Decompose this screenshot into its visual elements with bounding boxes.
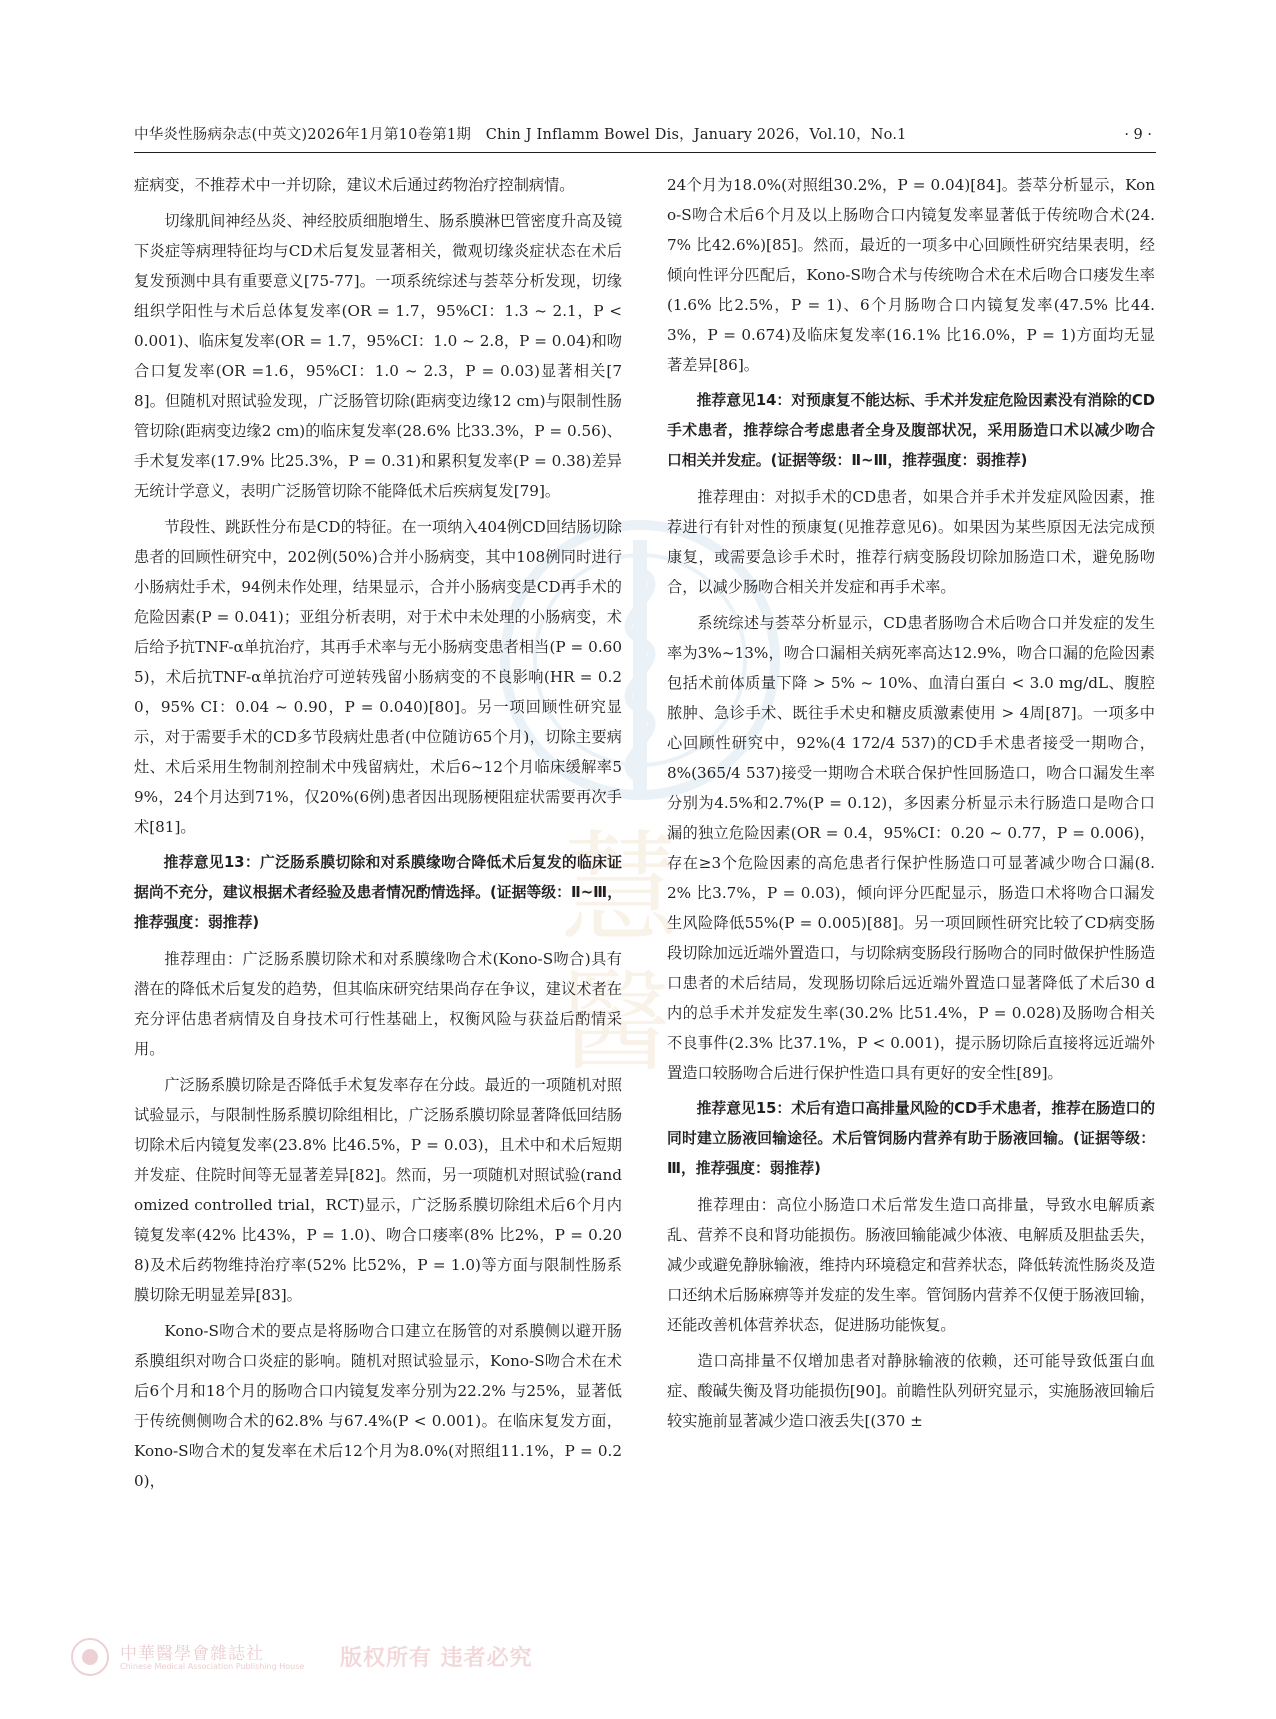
running-header [134,122,1156,148]
publisher-name-cn: 中華醫學會雜誌社 [120,1644,264,1664]
paragraph: 推荐理由：广泛肠系膜切除术和对系膜缘吻合术(Kono-S吻合)具有潜在的降低术后复发的趋势，但其临床研究结果尚存在争议，建议术者在充分评估患者病情及自身技术可行性基础上，权衡风险与获益后酌情采用。 [134,950,622,1058]
recommendation-13: 推荐意见13：广泛肠系膜切除和对系膜缘吻合降低术后复发的临床证据尚不充分，建议根据术者经验及患者情况酌情选择。(证据等级：Ⅱ~Ⅲ，推荐强度：弱推荐) [134,854,622,931]
paragraph: Kono-S吻合术的要点是将肠吻合口建立在肠管的对系膜侧以避开肠系膜组织对吻合口炎症的影响。随机对照试验显示，Kono-S吻合术在术后6个月和18个月的肠吻合口内镜复发率分别为22.2% 与25%，显著低于传统侧侧吻合术的62.8% 与67.4%(P < 0.001)。在临床复发方面，Kono-S吻合术的复发率在术后12个月为8.0%(对照组11.1%，P = 0.20)， [134,1322,622,1490]
paragraph: 推荐理由：对拟手术的CD患者，如果合并手术并发症风险因素，推荐进行有针对性的预康复(见推荐意见6)。如果因为某些原因无法完成预康复，或需要急诊手术时，推荐行病变肠段切除加肠造口术，避免肠吻合，以减少肠吻合相关并发症和再手术率。 [667,488,1155,596]
svg-text:醫: 醫 [560,958,670,1086]
header-rule [134,152,1156,153]
copyright-slogan: 版权所有 违者必究 [340,1646,533,1671]
publisher-logo [70,1637,590,1677]
seal-icon [70,1637,110,1677]
paragraph: 广泛肠系膜切除是否降低手术复发率存在分歧。最近的一项随机对照试验显示，与限制性肠系膜切除组相比，广泛肠系膜切除显著降低回结肠切除术后内镜复发率(23.8% 比46.5%，P = 0.03)，且术中和术后短期并发症、住院时间等无显著差异[82]。然而，另一项随机对照试验(randomized controlled trial，RCT)显示，广泛肠系膜切除组术后6个月内镜复发率(42% 比43%，P = 1.0)、吻合口瘘率(8% 比2%，P = 0.208)及术后药物维持治疗率(52% 比52%，P = 1.0)等方面与限制性肠系膜切除无明显差异[83]。 [134,1076,622,1304]
paragraph: 系统综述与荟萃分析显示，CD患者肠吻合术后吻合口并发症的发生率为3%~13%，吻合口漏相关病死率高达12.9%，吻合口漏的危险因素包括术前体质量下降 > 5% ~ 10%、血清白蛋白 < 3.0 mg/dL、腹腔脓肿、急诊手术、既往手术史和糖皮质激素使用 > 4周[87]。一项多中心回顾性研究中，92%(4 172/4 537)的CD手术患者接受一期吻合，8%(365/4 537)接受一期吻合术联合保护性回肠造口，吻合口漏发生率分别为4.5%和2.7%(P = 0.12)，多因素分析显示未行肠造口是吻合口漏的独立危险因素(OR = 0.4，95%CI：0.20 ~ 0.77，P = 0.006)，存在≥3个危险因素的高危患者行保护性肠造口可显著减少吻合口漏(8.2% 比3.7%，P = 0.03)，倾向评分匹配显示，肠造口术将吻合口漏发生风险降低55%(P = 0.005)[88]。另一项回顾性研究比较了CD病变肠段切除加远近端外置造口，与切除病变肠段行肠吻合的同时做保护性肠造口患者的术后结局，发现肠切除后远近端外置造口显著降低了术后30 d内的总手术并发症发生率(30.2% 比51.4%，P = 0.028)及肠吻合相关不良事件(2.3% 比37.1%，P < 0.001)，提示肠切除后直接将远近端外置造口较肠吻合后进行保护性造口具有更好的安全性[89]。 [667,614,1155,1082]
paragraph: 24个月为18.0%(对照组30.2%，P = 0.04)[84]。荟萃分析显示，Kono-S吻合术后6个月及以上肠吻合口内镜复发率显著低于传统吻合术(24.7% 比42.6%)[85]。然而，最近的一项多中心回顾性研究结果表明，经倾向性评分匹配后，Kono-S吻合术与传统吻合术在术后吻合口瘘发生率(1.6% 比2.5%，P = 1)、6个月肠吻合口内镜复发率(47.5% 比44.3%，P = 0.674)及临床复发率(16.1% 比16.0%，P = 1)方面均无显著差异[86]。 [667,176,1155,374]
paragraph: 推荐理由：高位小肠造口术后常发生造口高排量，导致水电解质紊乱、营养不良和肾功能损伤。肠液回输能减少体液、电解质及胆盐丢失，减少或避免静脉输液，维持内环境稳定和营养状态，降低转流性肠炎及造口还纳术后肠麻痹等并发症的发生率。管饲肠内营养不仅便于肠液回输，还能改善机体营养状态，促进肠功能恢复。 [667,1196,1155,1334]
recommendation-15: 推荐意见15：术后有造口高排量风险的CD手术患者，推荐在肠造口的同时建立肠液回输途径。术后管饲肠内营养有助于肠液回输。(证据等级：Ⅲ，推荐强度：弱推荐) [667,1100,1155,1177]
left-column [134,170,622,1502]
paragraph: 症病变，不推荐术中一并切除，建议术后通过药物治疗控制病情。 [134,176,575,194]
paragraph: 节段性、跳跃性分布是CD的特征。在一项纳入404例CD回结肠切除患者的回顾性研究中，202例(50%)合并小肠病变，其中108例同时进行小肠病灶手术，94例未作处理，结果显示，合并小肠病变是CD再手术的危险因素(P = 0.041)；亚组分析表明，对于术中未处理的小肠病变，术后给予抗TNF-α单抗治疗，其再手术率与无小肠病变患者相当(P = 0.605)，术后抗TNF-α单抗治疗可逆转残留小肠病变的不良影响(HR = 0.20，95% CI：0.04 ~ 0.90，P = 0.040)[80]。另一项回顾性研究显示，对于需要手术的CD多节段病灶患者(中位随访65个月)，切除主要病灶、术后采用生物制剂控制术中残留病灶，术后6~12个月临床缓解率59%，24个月达到71%，仅20%(6例)患者因出现肠梗阻症状需要再次手术[81]。 [134,518,622,836]
paragraph: 造口高排量不仅增加患者对静脉输液的依赖，还可能导致低蛋白血症、酸碱失衡及肾功能损伤[90]。前瞻性队列研究显示，实施肠液回输后较实施前显著减少造口液丢失[(370 ± [667,1352,1155,1430]
journal-citation: 中华炎性肠病杂志(中英文)2026年1月第10卷第1期 Chin J Inflamm Bowel Dis，January 2026，Vol.10，No.1 [134,127,907,143]
publisher-name-en: Chinese Medical Association Publishing House [120,1662,305,1671]
recommendation-14: 推荐意见14：对预康复不能达标、手术并发症危险因素没有消除的CD手术患者，推荐综合考虑患者全身及腹部状况，采用肠造口术以减少吻合口相关并发症。(证据等级：Ⅱ~Ⅲ，推荐强度：弱推荐) [667,392,1155,469]
paragraph: 切缘肌间神经丛炎、神经胶质细胞增生、肠系膜淋巴管密度升高及镜下炎症等病理特征均与CD术后复发显著相关，微观切缘炎症状态在术后复发预测中具有重要意义[75-77]。一项系统综述与荟萃分析发现，切缘组织学阳性与术后总体复发率(OR = 1.7，95%CI：1.3 ~ 2.1，P < 0.001)、临床复发率(OR = 1.7，95%CI：1.0 ~ 2.8，P = 0.04)和吻合口复发率(OR =1.6，95%CI：1.0 ~ 2.3，P = 0.03)显著相关[78]。但随机对照试验发现，广泛肠管切除(距病变边缘12 cm)与限制性肠管切除(距病变边缘2 cm)的临床复发率(28.6% 比33.3%，P = 0.56)、手术复发率(17.9% 比25.3%，P = 0.31)和累积复发率(P = 0.38)差异无统计学意义，表明广泛肠管切除不能降低术后疾病复发[79]。 [134,212,622,500]
svg-text:慧: 慧 [560,820,680,959]
page-number: · 9 · [1124,127,1152,143]
right-column [667,170,1155,1442]
